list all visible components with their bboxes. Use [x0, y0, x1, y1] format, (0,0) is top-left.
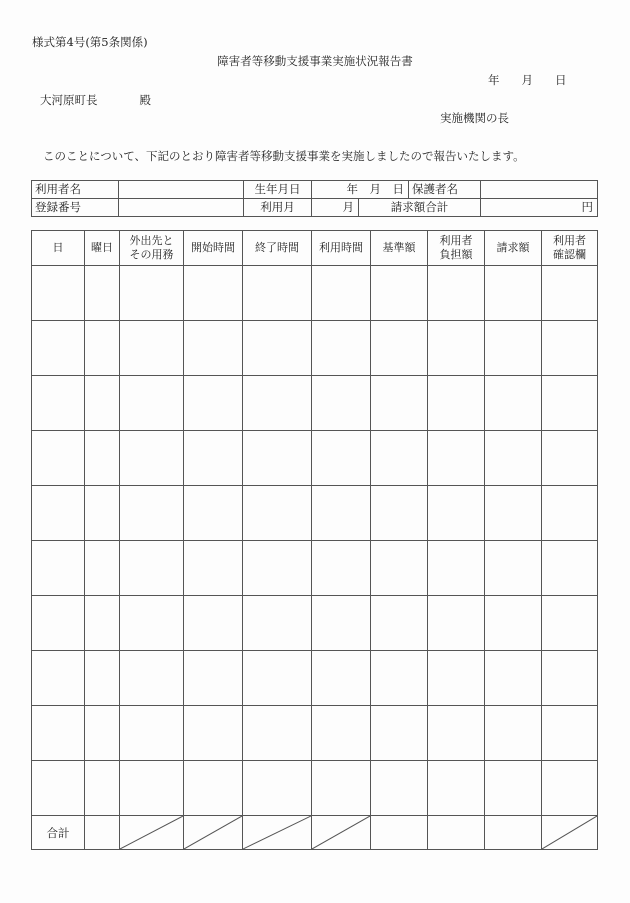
cell-user-confirmation[interactable] [542, 541, 598, 596]
cell-usage-time[interactable] [312, 706, 371, 761]
cell-end-time[interactable] [243, 541, 312, 596]
cell-usage-time[interactable] [312, 431, 371, 486]
cell-billing-amount[interactable] [485, 376, 542, 431]
cell-end-time[interactable] [243, 321, 312, 376]
column-header-line1: 利用者 [553, 234, 586, 247]
service-record-table [31, 230, 598, 850]
column-header-base-amount [371, 231, 428, 266]
cell-billing-amount[interactable] [485, 706, 542, 761]
column-header-usage-time [312, 231, 371, 266]
cell-start-time[interactable] [184, 321, 243, 376]
cell-user-confirmation[interactable] [542, 431, 598, 486]
cell-user-burden[interactable] [428, 431, 485, 486]
diagonal-strike [243, 816, 311, 849]
cell-user-burden[interactable] [428, 321, 485, 376]
usage-month-label: 利用月 [244, 199, 312, 217]
cell-base-amount[interactable] [371, 486, 428, 541]
column-header-line1: 開始時間 [191, 241, 235, 254]
cell-usage-time[interactable] [312, 596, 371, 651]
total-cell-crossed-start-time [184, 816, 243, 850]
cell-usage-time[interactable] [312, 376, 371, 431]
column-header-user-burden [428, 231, 485, 266]
cell-day[interactable] [32, 321, 85, 376]
intro-text: このことについて、下記のとおり障害者等移動支援事業を実施しましたので報告いたします。 [43, 149, 525, 163]
cell-end-time[interactable] [243, 376, 312, 431]
column-header-line2: その用務 [129, 248, 174, 261]
registration-field[interactable] [119, 199, 244, 217]
billing-total-field[interactable]: 円 [481, 199, 598, 217]
cell-end-time[interactable] [243, 706, 312, 761]
user-name-label: 利用者名 [32, 181, 119, 199]
birthdate-label: 生年月日 [244, 181, 312, 199]
cell-destination-purpose[interactable] [120, 376, 184, 431]
cell-day[interactable] [32, 266, 85, 321]
form-number: 様式第4号(第5条関係) [32, 35, 148, 49]
cell-destination-purpose[interactable] [120, 266, 184, 321]
table-row [32, 706, 598, 761]
cell-end-time[interactable] [243, 761, 312, 816]
cell-user-burden[interactable] [428, 651, 485, 706]
cell-start-time[interactable] [184, 651, 243, 706]
cell-start-time[interactable] [184, 596, 243, 651]
total-cell-billing-amount[interactable] [485, 816, 542, 850]
cell-billing-amount[interactable] [485, 321, 542, 376]
total-cell-crossed-end-time [243, 816, 312, 850]
table-row [32, 651, 598, 706]
cell-base-amount[interactable] [371, 376, 428, 431]
user-info-table [31, 180, 598, 217]
diagonal-strike [184, 816, 242, 849]
cell-weekday[interactable] [85, 376, 120, 431]
cell-user-confirmation[interactable] [542, 376, 598, 431]
diagonal-strike [312, 816, 370, 849]
cell-day[interactable] [32, 761, 85, 816]
cell-end-time[interactable] [243, 431, 312, 486]
cell-user-burden[interactable] [428, 706, 485, 761]
billing-total-label: 請求額合計 [359, 199, 481, 217]
cell-weekday[interactable] [85, 486, 120, 541]
total-cell-crossed-usage-time [312, 816, 371, 850]
column-header-start-time [184, 231, 243, 266]
cell-start-time[interactable] [184, 706, 243, 761]
diagonal-strike [542, 816, 597, 849]
usage-month-field[interactable]: 月 [312, 199, 359, 217]
cell-weekday[interactable] [85, 761, 120, 816]
table-row [32, 761, 598, 816]
cell-end-time[interactable] [243, 486, 312, 541]
cell-destination-purpose[interactable] [120, 596, 184, 651]
registration-label: 登録番号 [32, 199, 119, 217]
column-header-billing-amount [485, 231, 542, 266]
total-row [32, 816, 598, 850]
column-header-line1: 終了時間 [255, 241, 299, 254]
column-header-destination-purpose [120, 231, 184, 266]
cell-base-amount[interactable] [371, 761, 428, 816]
column-header-end-time [243, 231, 312, 266]
cell-weekday[interactable] [85, 431, 120, 486]
cell-weekday[interactable] [85, 651, 120, 706]
addressee [40, 92, 151, 108]
column-header-line2: 負担額 [439, 248, 473, 261]
cell-user-confirmation[interactable] [542, 706, 598, 761]
cell-weekday[interactable] [85, 596, 120, 651]
column-header-line1: 基準額 [382, 241, 416, 254]
cell-user-confirmation[interactable] [542, 321, 598, 376]
date-day: 日 [555, 73, 567, 87]
report-date [488, 72, 567, 88]
guardian-label: 保護者名 [409, 181, 481, 199]
cell-destination-purpose[interactable] [120, 541, 184, 596]
total-cell-crossed-destination-purpose [120, 816, 184, 850]
date-year: 年 [488, 73, 500, 87]
cell-day[interactable] [32, 596, 85, 651]
cell-weekday[interactable] [85, 541, 120, 596]
info-row-2 [32, 199, 598, 217]
cell-usage-time[interactable] [312, 541, 371, 596]
table-row [32, 266, 598, 321]
diagonal-strike [120, 816, 183, 849]
cell-weekday[interactable] [85, 266, 120, 321]
birthdate-field[interactable]: 年 月 日 [312, 181, 409, 199]
total-cell-base-amount[interactable] [371, 816, 428, 850]
table-row [32, 486, 598, 541]
cell-start-time[interactable] [184, 376, 243, 431]
cell-base-amount[interactable] [371, 431, 428, 486]
cell-day[interactable] [32, 486, 85, 541]
cell-destination-purpose[interactable] [120, 706, 184, 761]
cell-user-confirmation[interactable] [542, 651, 598, 706]
cell-user-burden[interactable] [428, 541, 485, 596]
cell-day[interactable] [32, 706, 85, 761]
column-header-line1: 曜日 [91, 241, 113, 254]
cell-usage-time[interactable] [312, 321, 371, 376]
cell-usage-time[interactable] [312, 761, 371, 816]
date-month: 月 [521, 73, 533, 87]
column-header-weekday [85, 231, 120, 266]
cell-end-time[interactable] [243, 266, 312, 321]
cell-destination-purpose[interactable] [120, 486, 184, 541]
cell-billing-amount[interactable] [485, 486, 542, 541]
table-row [32, 431, 598, 486]
cell-user-burden[interactable] [428, 266, 485, 321]
cell-weekday[interactable] [85, 706, 120, 761]
cell-usage-time[interactable] [312, 266, 371, 321]
cell-day[interactable] [32, 651, 85, 706]
cell-billing-amount[interactable] [485, 431, 542, 486]
cell-day[interactable] [32, 376, 85, 431]
cell-destination-purpose[interactable] [120, 761, 184, 816]
header-row [32, 231, 598, 266]
cell-end-time[interactable] [243, 651, 312, 706]
cell-user-confirmation[interactable] [542, 486, 598, 541]
cell-start-time[interactable] [184, 486, 243, 541]
column-header-line1: 利用者 [439, 234, 473, 247]
addressee-name: 大河原町長 [40, 93, 98, 107]
cell-user-burden[interactable] [428, 486, 485, 541]
cell-billing-amount[interactable] [485, 266, 542, 321]
column-header-line1: 請求額 [496, 241, 530, 254]
cell-user-burden[interactable] [428, 761, 485, 816]
info-row-1 [32, 181, 598, 199]
cell-billing-amount[interactable] [485, 596, 542, 651]
total-label: 合計 [32, 816, 85, 850]
column-header-line1: 日 [52, 241, 64, 254]
cell-start-time[interactable] [184, 761, 243, 816]
table-row [32, 541, 598, 596]
honorific: 殿 [139, 93, 151, 107]
cell-usage-time[interactable] [312, 486, 371, 541]
cell-base-amount[interactable] [371, 651, 428, 706]
cell-end-time[interactable] [243, 596, 312, 651]
cell-destination-purpose[interactable] [120, 431, 184, 486]
cell-base-amount[interactable] [371, 321, 428, 376]
cell-start-time[interactable] [184, 541, 243, 596]
cell-user-confirmation[interactable] [542, 266, 598, 321]
cell-billing-amount[interactable] [485, 761, 542, 816]
cell-start-time[interactable] [184, 431, 243, 486]
user-name-field[interactable] [119, 181, 244, 199]
cell-user-confirmation[interactable] [542, 761, 598, 816]
cell-day[interactable] [32, 541, 85, 596]
document-title: 障害者等移動支援事業実施状況報告書 [217, 54, 413, 68]
table-row [32, 376, 598, 431]
column-header-line1: 利用時間 [319, 241, 363, 254]
cell-user-burden[interactable] [428, 376, 485, 431]
cell-base-amount[interactable] [371, 266, 428, 321]
total-cell-crossed-user-confirmation [542, 816, 598, 850]
sender: 実施機関の長 [440, 111, 509, 125]
cell-destination-purpose[interactable] [120, 321, 184, 376]
column-header-line1: 外出先と [129, 234, 174, 247]
table-row [32, 596, 598, 651]
cell-day[interactable] [32, 431, 85, 486]
cell-start-time[interactable] [184, 266, 243, 321]
cell-destination-purpose[interactable] [120, 651, 184, 706]
cell-user-confirmation[interactable] [542, 596, 598, 651]
cell-billing-amount[interactable] [485, 541, 542, 596]
total-cell-weekday[interactable] [85, 816, 120, 850]
total-cell-user-burden[interactable] [428, 816, 485, 850]
cell-user-burden[interactable] [428, 596, 485, 651]
cell-base-amount[interactable] [371, 596, 428, 651]
column-header-line2: 確認欄 [553, 248, 586, 261]
cell-usage-time[interactable] [312, 651, 371, 706]
column-header-day [32, 231, 85, 266]
guardian-field[interactable] [481, 181, 598, 199]
cell-billing-amount[interactable] [485, 651, 542, 706]
table-row [32, 321, 598, 376]
column-header-user-confirmation [542, 231, 598, 266]
cell-base-amount[interactable] [371, 541, 428, 596]
cell-weekday[interactable] [85, 321, 120, 376]
cell-base-amount[interactable] [371, 706, 428, 761]
